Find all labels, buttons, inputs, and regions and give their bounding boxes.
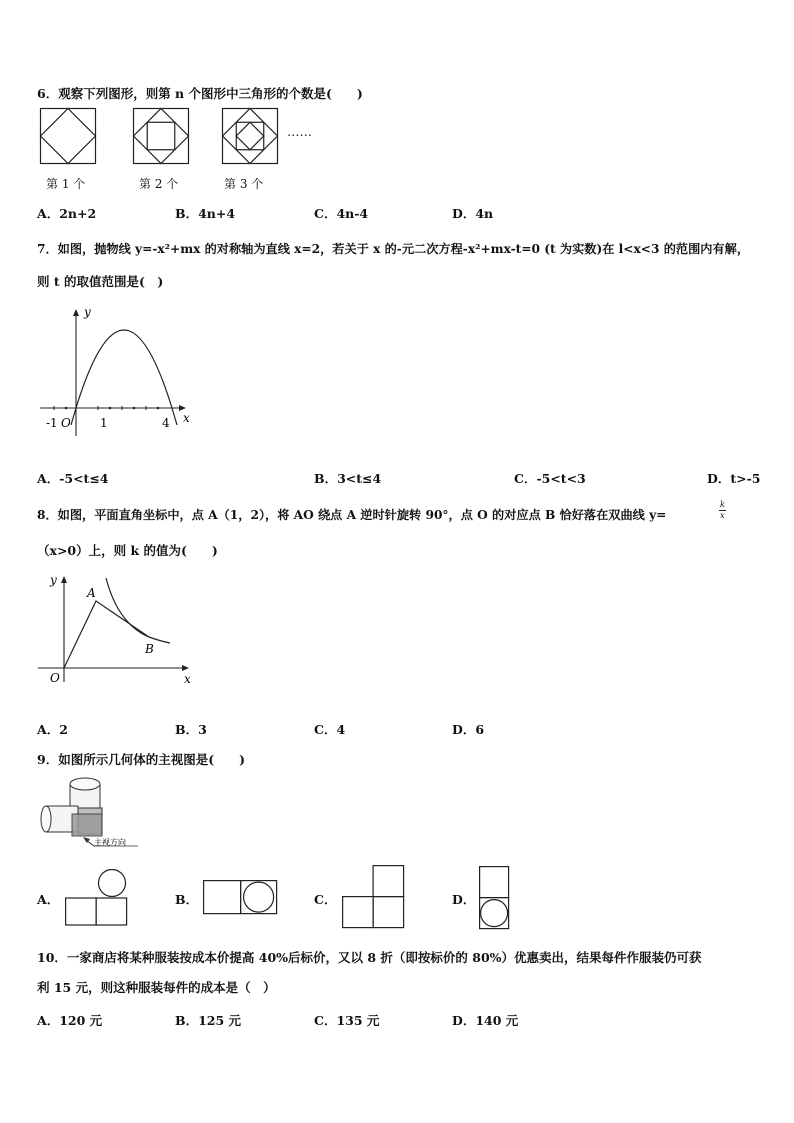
q8-option-c[interactable]: C．4 — [314, 722, 346, 737]
q8-origin-label: O — [50, 671, 60, 685]
q10-option-d[interactable]: D．140 元 — [452, 1013, 519, 1028]
q8-option-a[interactable]: A．2 — [37, 722, 68, 737]
q7-tick-1: 1 — [100, 416, 108, 430]
q10-stem-line1: 10．一家商店将某种服装按成本价提高 40%后标价，又以 8 折（即按标价的 80%）优惠卖出，结果每件作服装仍可获 — [37, 950, 702, 965]
q6-option-d[interactable]: D．4n — [452, 206, 494, 221]
q8-y-label: y — [50, 573, 57, 587]
q8-stem-line2: （x>0）上，则 k 的值为( ) — [37, 543, 218, 558]
q7-option-b[interactable]: B．3<t≤4 — [314, 471, 382, 486]
q8-fraction — [719, 500, 726, 521]
q9-option-d-figure[interactable] — [479, 866, 511, 930]
q8-hyperbola-graph — [36, 570, 196, 688]
q9-solid-figure — [38, 774, 148, 856]
q6-caption-3: 第 3 个 — [224, 177, 264, 191]
q6-figure-2 — [133, 108, 189, 164]
q8-x-label: x — [184, 672, 191, 686]
q7-option-c[interactable]: C．-5<t<3 — [514, 471, 586, 486]
q6-caption-2: 第 2 个 — [139, 177, 179, 191]
q7-tick-neg1: -1 — [46, 416, 58, 430]
q6-option-a[interactable]: A．2n+2 — [37, 206, 97, 221]
q6-caption-1: 第 1 个 — [46, 177, 86, 191]
q10-option-a[interactable]: A．120 元 — [37, 1013, 103, 1028]
q7-option-a[interactable]: A．-5<t≤4 — [37, 471, 109, 486]
q8-option-b[interactable]: B．3 — [175, 722, 207, 737]
q9-option-b-letter[interactable]: B． — [175, 892, 199, 907]
q9-option-a-figure[interactable] — [65, 868, 129, 926]
q8-option-d[interactable]: D．6 — [452, 722, 485, 737]
q9-option-a-letter[interactable]: A． — [37, 892, 60, 907]
q6-figure-1 — [40, 108, 96, 164]
q8-fraction-denominator: x — [720, 511, 725, 520]
q7-y-label: y — [84, 305, 91, 319]
q7-stem-line1: 7．如图，抛物线 y=-x²+mx 的对称轴为直线 x=2，若关于 x 的-元二次方程-x²+mx-t=0 (t 为实数)在 l<x<3 的范围内有解， — [37, 242, 750, 256]
q9-option-c-figure[interactable] — [342, 865, 406, 929]
q6-figure-3 — [222, 108, 278, 164]
q10-option-b[interactable]: B．125 元 — [175, 1013, 242, 1028]
q9-stem: 9．如图所示几何体的主视图是( ) — [37, 752, 246, 767]
q7-x-label: x — [183, 411, 190, 425]
q7-tick-4: 4 — [162, 416, 170, 430]
q10-option-c[interactable]: C．135 元 — [314, 1013, 380, 1028]
q8-point-a-label: A — [87, 586, 96, 600]
q7-parabola-graph — [36, 300, 196, 440]
q10-stem-line2: 利 15 元，则这种服装每件的成本是（ ） — [37, 980, 276, 995]
q7-origin-label: O — [61, 416, 71, 430]
q9-direction-label: 主视方向 — [94, 838, 126, 847]
q6-option-b[interactable]: B．4n+4 — [175, 206, 236, 221]
q8-stem-line1: 8．如图，平面直角坐标中，点 A（1，2），将 AO 绕点 A 逆时针旋转 90°，点 O 的对应点 B 恰好落在双曲线 y= — [37, 508, 667, 522]
q9-option-d-letter[interactable]: D． — [452, 892, 476, 907]
q8-point-b-label: B — [145, 642, 154, 656]
q6-ellipsis: …… — [287, 124, 312, 139]
q7-option-d[interactable]: D．t>-5 — [707, 471, 761, 486]
q9-option-c-letter[interactable]: C． — [314, 892, 337, 907]
q9-option-b-figure[interactable] — [203, 880, 279, 916]
q8-fraction-numerator: k — [720, 500, 725, 509]
q7-stem-line2: 则 t 的取值范围是( ) — [37, 274, 164, 289]
q6-stem: 6．观察下列图形，则第 n 个图形中三角形的个数是( ) — [37, 86, 363, 101]
q6-option-c[interactable]: C．4n-4 — [314, 206, 369, 221]
